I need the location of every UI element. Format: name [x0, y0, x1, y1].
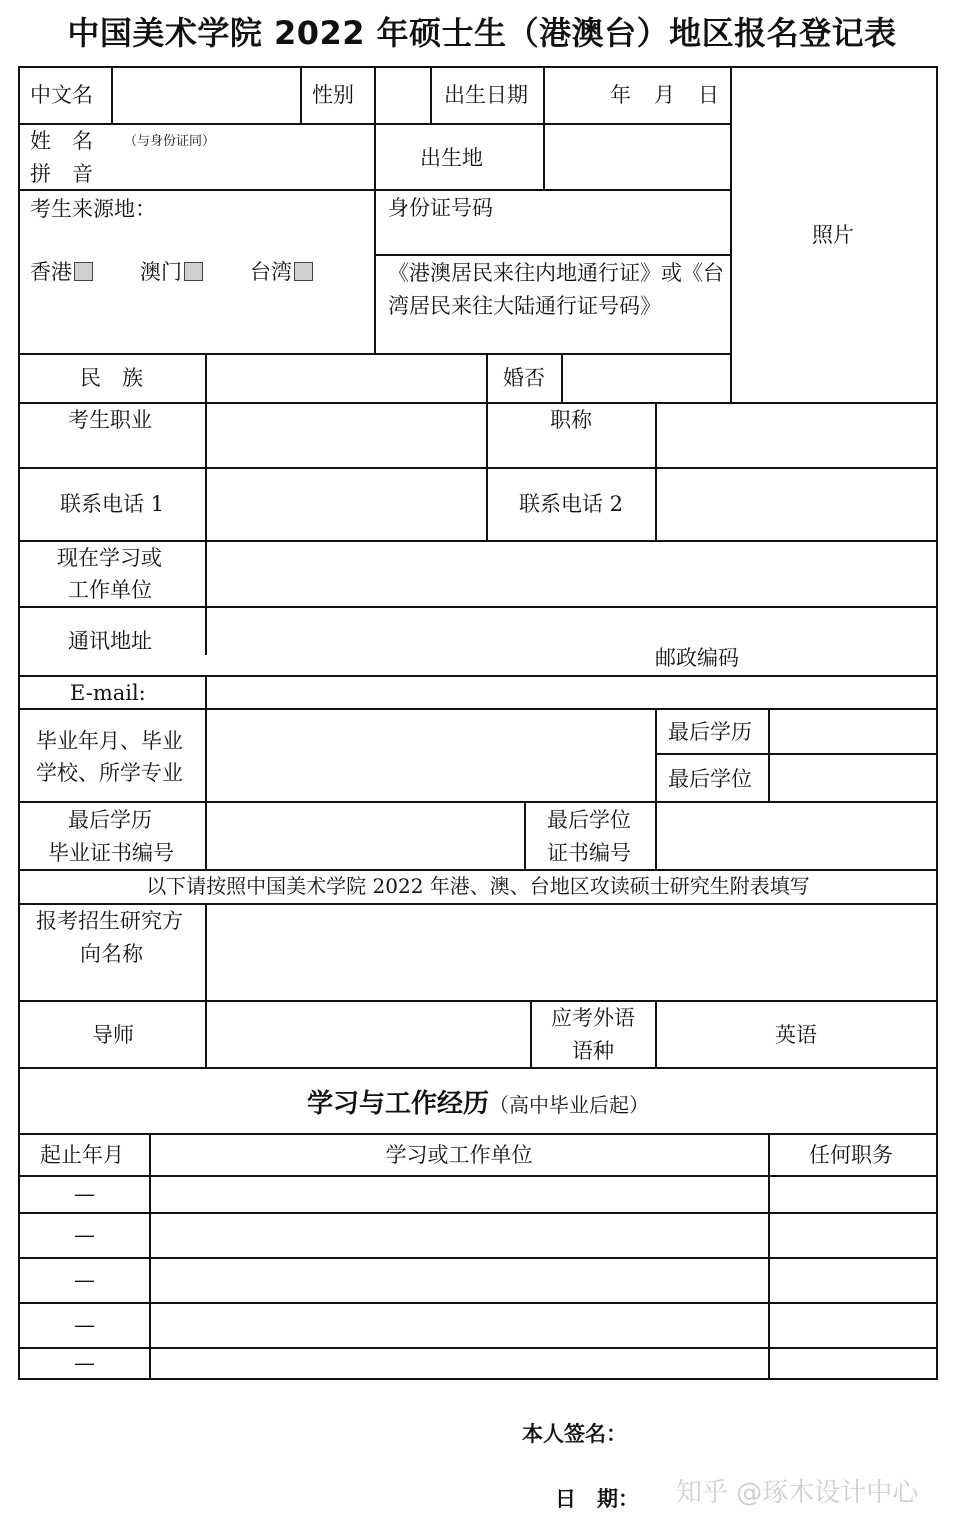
label-degree-cert-line2: 证书编号: [547, 841, 631, 865]
address-field[interactable]: [207, 608, 935, 674]
label-occupation: 考生职业: [68, 408, 152, 432]
hong-kong-checkbox[interactable]: [74, 262, 93, 281]
label-birth-date: 出生日期: [444, 83, 528, 107]
label-chinese-name: 中文名: [30, 83, 93, 107]
watermark: 知乎 @琢木设计中心: [676, 1478, 919, 1508]
history-unit-cell[interactable]: [151, 1349, 767, 1377]
label-language-line2: 语种: [572, 1039, 614, 1063]
phone1-field[interactable]: [207, 469, 485, 539]
label-direction-line2: 向名称: [80, 942, 143, 966]
label-ethnicity: 民 族: [80, 366, 143, 390]
history-subtitle: （高中毕业后起）: [489, 1093, 649, 1117]
email-field[interactable]: [207, 677, 935, 707]
history-unit-cell[interactable]: [151, 1259, 767, 1301]
label-permit-line2: 湾居民来往大陆通行证号码》: [388, 294, 661, 318]
origin-hong-kong[interactable]: [30, 256, 93, 288]
origin-macau[interactable]: [140, 256, 203, 288]
label-last-degree: 最后学位: [668, 767, 752, 791]
graduation-field[interactable]: [207, 710, 654, 800]
origin-taiwan[interactable]: [250, 256, 313, 288]
label-job-title: 职称: [550, 408, 592, 432]
macau-label: 澳门: [140, 260, 182, 284]
taiwan-label: 台湾: [250, 260, 292, 284]
date-label: 日 期：: [555, 1487, 639, 1511]
phone2-field[interactable]: [657, 469, 935, 539]
label-direction-line1: 报考招生研究方: [36, 909, 183, 933]
label-permit-line1: 《港澳居民来往内地通行证》或《台: [388, 261, 724, 285]
history-row-dash: —: [74, 1313, 95, 1337]
last-degree-field[interactable]: [770, 755, 935, 800]
history-col-period: 起止年月: [40, 1143, 124, 1167]
notice-row: 以下请按照中国美术学院 2022 年港、澳、台地区攻读硕士研究生附表填写: [146, 874, 810, 898]
label-id-number: 身份证号码: [388, 196, 493, 220]
label-supervisor: 导师: [92, 1023, 134, 1047]
label-surname: 姓 名: [30, 129, 93, 153]
history-unit-cell[interactable]: [151, 1304, 767, 1346]
label-day: 日: [698, 83, 719, 107]
hong-kong-label: 香港: [30, 260, 72, 284]
history-row-dash: —: [74, 1268, 95, 1292]
label-edu-cert-line2: 毕业证书编号: [48, 841, 174, 865]
job-title-field[interactable]: [657, 404, 935, 466]
taiwan-checkbox[interactable]: [294, 262, 313, 281]
label-pinyin: 拼 音: [30, 162, 93, 186]
label-degree-cert-line1: 最后学位: [547, 808, 631, 832]
chinese-name-field[interactable]: [113, 68, 299, 122]
degree-cert-field[interactable]: [657, 803, 935, 868]
direction-field[interactable]: [207, 905, 935, 999]
label-year: 年: [610, 83, 631, 107]
label-edu-cert-line1: 最后学历: [68, 808, 152, 832]
history-col-position: 任何职务: [809, 1143, 893, 1167]
history-col-unit: 学习或工作单位: [385, 1143, 533, 1167]
label-language-line1: 应考外语: [551, 1006, 635, 1030]
macau-checkbox[interactable]: [184, 262, 203, 281]
history-title: 学习与工作经历: [306, 1089, 489, 1119]
form-title: 中国美术学院 2022 年硕士生（港澳台）地区报名登记表: [67, 14, 897, 52]
label-gender: 性别: [312, 83, 354, 107]
history-row-dash: —: [74, 1223, 95, 1247]
note-same-as-id: （与身份证同）: [124, 134, 216, 149]
history-row-dash: —: [74, 1351, 95, 1375]
label-origin: 考生来源地：: [30, 197, 156, 221]
label-grad-line2: 学校、所学专业: [36, 761, 183, 785]
signature-label: 本人签名：: [522, 1422, 627, 1446]
history-unit-cell[interactable]: [151, 1214, 767, 1256]
label-phone1: 联系电话 1: [60, 492, 165, 516]
language-value: 英语: [775, 1023, 817, 1047]
label-postal-code: 邮政编码: [655, 646, 739, 670]
surname-pinyin-field[interactable]: [113, 125, 373, 188]
last-education-field[interactable]: [770, 710, 935, 752]
label-workplace-line1: 现在学习或: [57, 546, 162, 570]
label-workplace-line2: 工作单位: [68, 578, 152, 602]
birthplace-field[interactable]: [545, 125, 729, 188]
label-address: 通讯地址: [68, 629, 152, 653]
label-grad-line1: 毕业年月、毕业: [36, 729, 183, 753]
edu-cert-field[interactable]: [207, 803, 523, 868]
history-row-dash: —: [74, 1182, 95, 1206]
label-marital: 婚否: [503, 366, 545, 390]
label-phone2: 联系电话 2: [519, 492, 624, 516]
ethnicity-field[interactable]: [207, 355, 485, 401]
marital-field[interactable]: [563, 355, 729, 401]
supervisor-field[interactable]: [207, 1002, 529, 1067]
label-birthplace: 出生地: [420, 146, 483, 170]
occupation-field[interactable]: [207, 404, 485, 466]
gender-field[interactable]: [376, 68, 429, 122]
workplace-field[interactable]: [207, 542, 935, 605]
history-unit-cell[interactable]: [151, 1177, 767, 1211]
label-last-education: 最后学历: [668, 720, 752, 744]
photo-placeholder: 照片: [812, 223, 854, 247]
label-month: 月: [654, 83, 675, 107]
label-email: E-mail:: [70, 681, 146, 705]
history-heading: [20, 1083, 936, 1120]
